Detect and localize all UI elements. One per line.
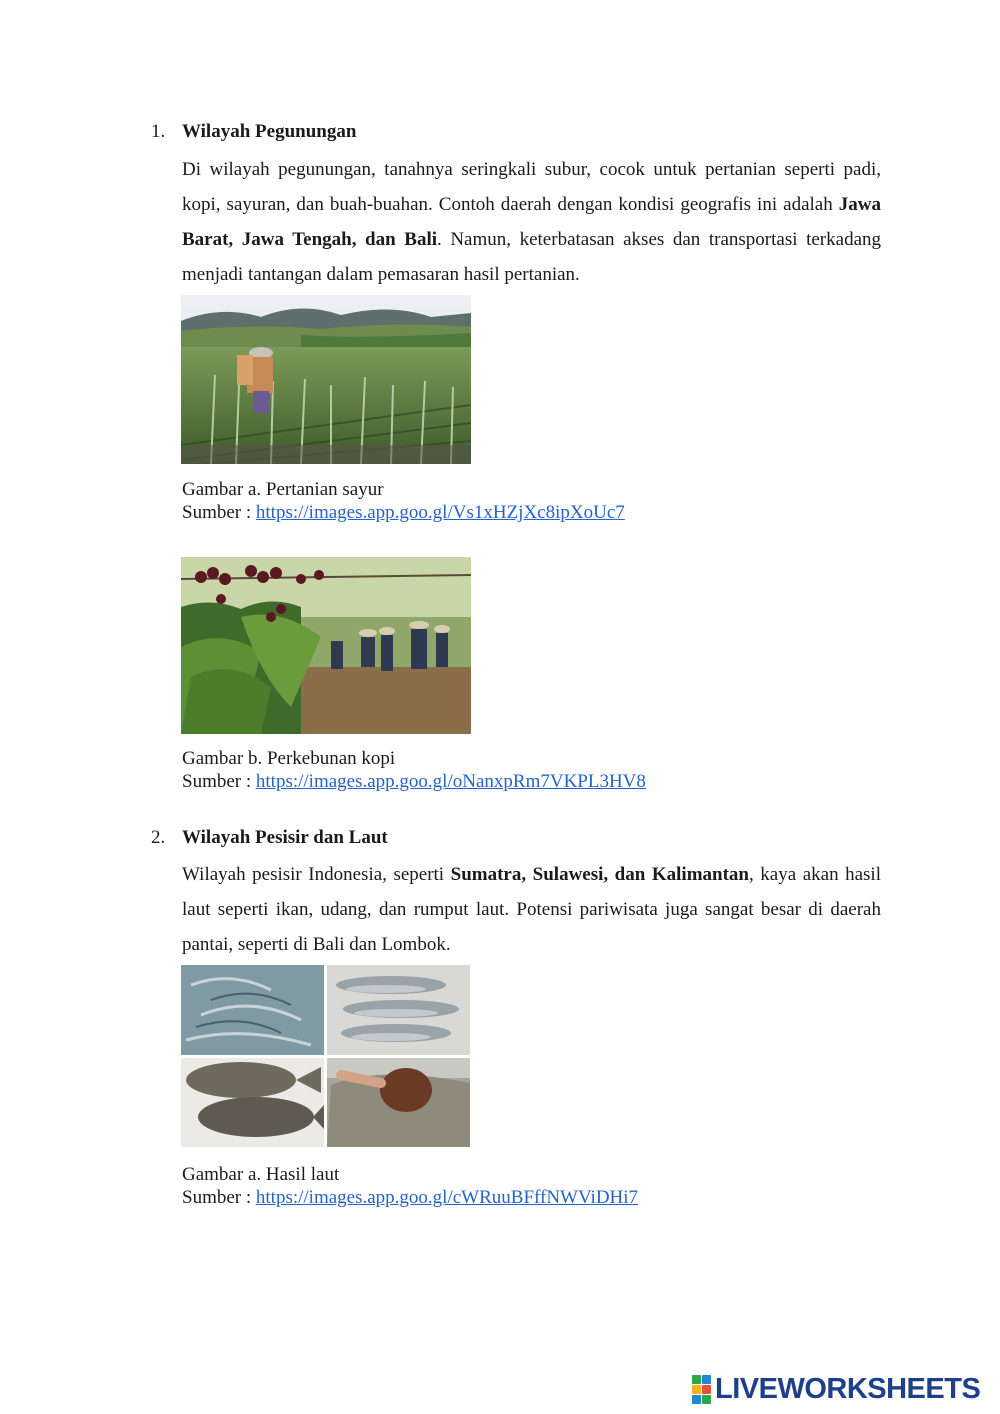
figure-caption: Gambar a. Pertanian sayur bbox=[182, 479, 384, 500]
section-number: 1. bbox=[151, 121, 166, 142]
paragraph-text: . Namun, keterbatasan akses dan transportasi terkadang menjadi tantangan dalam pemasaran hasil pertanian. bbox=[182, 229, 882, 285]
section-number: 2. bbox=[151, 827, 166, 848]
section-paragraph bbox=[182, 857, 881, 962]
source-label: Sumber : bbox=[182, 502, 256, 523]
liveworksheets-logo[interactable] bbox=[692, 1372, 980, 1406]
logo-text: LIVEWORKSHEETS bbox=[715, 1372, 981, 1405]
figure-caption: Gambar a. Hasil laut bbox=[182, 1164, 340, 1185]
figure-caption-block bbox=[182, 747, 646, 793]
source-link[interactable]: https://images.app.goo.gl/oNanxpRm7VKPL3HV8 bbox=[255, 771, 646, 792]
photo-seafood-collage bbox=[181, 965, 470, 1147]
figure-caption-block bbox=[182, 1163, 638, 1209]
source-link[interactable]: https://images.app.goo.gl/Vs1xHZjXc8ipXoUc7 bbox=[255, 502, 625, 523]
figure-source bbox=[182, 501, 625, 524]
section-heading: Wilayah Pegunungan bbox=[182, 121, 357, 142]
section-heading: Wilayah Pesisir dan Laut bbox=[182, 827, 388, 848]
source-label: Sumber : bbox=[182, 771, 256, 792]
paragraph-text: Wilayah pesisir Indonesia, seperti bbox=[182, 864, 451, 885]
section-wilayah-pesisir-dan-laut bbox=[151, 827, 881, 962]
paragraph-bold-text: Sumatra, Sulawesi, dan Kalimantan bbox=[450, 864, 749, 885]
figure-source bbox=[182, 770, 646, 793]
paragraph-text: Di wilayah pegunungan, tanahnya seringkali subur, cocok untuk pertanian seperti padi, kopi, sayuran, dan buah-buahan. Contoh daerah dengan kondisi geografis ini adalah bbox=[182, 159, 881, 215]
section-wilayah-pegunungan bbox=[151, 121, 881, 291]
photo-coffee-plantation bbox=[181, 557, 471, 734]
section-paragraph bbox=[182, 152, 881, 292]
figure-source bbox=[182, 1186, 638, 1209]
photo-vegetable-farming bbox=[181, 295, 471, 464]
source-link[interactable]: https://images.app.goo.gl/cWRuuBFffNWViDHi7 bbox=[255, 1187, 639, 1208]
source-label: Sumber : bbox=[182, 1187, 256, 1208]
paragraph-bold-text: Jawa Barat, Jawa Tengah, dan Bali bbox=[182, 194, 881, 250]
logo-mark-icon bbox=[692, 1375, 711, 1404]
figure-caption: Gambar b. Perkebunan kopi bbox=[182, 748, 396, 769]
paragraph-text: , kaya akan hasil laut seperti ikan, udang, dan rumput laut. Potensi pariwisata juga sangat besar di daerah pantai, seperti di Bali dan Lombok. bbox=[182, 864, 881, 955]
figure-caption-block bbox=[182, 478, 625, 524]
